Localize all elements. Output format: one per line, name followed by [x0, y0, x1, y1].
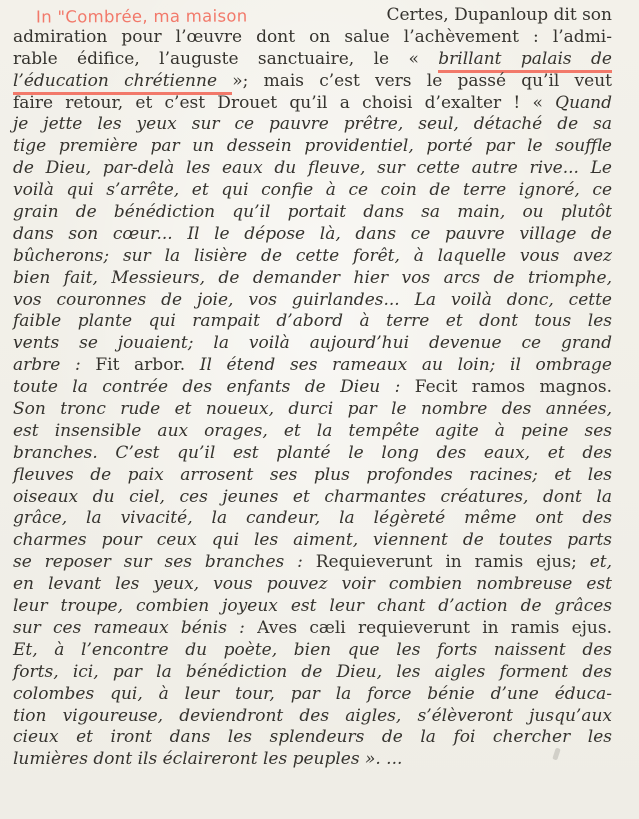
text-segment: je jette les yeux sur ce pauvre prêtre, seul, détaché de sa — [13, 114, 612, 135]
text-segment: est insensible aux orages, et la tempête agite à peine ses — [13, 420, 612, 441]
text-line — [13, 311, 612, 333]
text-segment: Son tronc rude et noueux, durci par le nombre des années, — [13, 399, 612, 420]
text-line — [13, 93, 612, 115]
text-segment: leur troupe, combien joyeux est leur chant d’action de grâces — [13, 596, 612, 617]
text-segment: Fecit ramos magnos. — [414, 377, 612, 398]
text-segment: de Dieu, par-delà les eaux du fleuve, sur cette autre rive... Le — [13, 158, 612, 179]
text-line — [13, 421, 612, 443]
text-segment: forts, ici, par la bénédiction de Dieu, les aigles forment des — [13, 661, 612, 682]
text-segment: vos couronnes de joie, vos guirlandes... La voilà donc, cette — [13, 289, 612, 310]
text-line — [13, 443, 612, 465]
text-line — [13, 662, 612, 684]
text-line — [13, 355, 612, 377]
text-segment: et, — [589, 552, 612, 573]
text-line — [13, 487, 612, 509]
text-segment: admiration pour l’œuvre dont on salue l’achèvement : l’admi- — [13, 26, 612, 47]
text-line — [13, 27, 612, 49]
text-segment: Requieverunt in ramis ejus; — [315, 552, 590, 573]
text-segment: Quand — [555, 92, 612, 113]
text-segment: toute la contrée des enfants de Dieu : — [13, 377, 415, 398]
text-line — [13, 552, 612, 574]
text-segment: tion vigoureuse, deviendront des aigles, s’élèveront jusqu’aux — [13, 705, 612, 726]
text-segment: »; mais c’est vers le passé qu’il veut — [232, 70, 613, 91]
text-line — [13, 727, 612, 749]
text-line — [13, 5, 612, 27]
text-segment: vents se jouaient; la voilà aujourd’hui devenue ce grand — [13, 333, 612, 354]
text-line — [13, 684, 612, 706]
text-line — [13, 706, 612, 728]
text-segment: branches. C’est qu’il est planté le long des eaux, et des — [13, 442, 612, 463]
text-line — [13, 158, 612, 180]
text-line — [13, 508, 612, 530]
text-segment: fleuves de paix arrosent ses plus profondes racines; et les — [13, 464, 612, 485]
text-segment: arbre : — [13, 355, 96, 376]
text-line — [13, 290, 612, 312]
text-segment: faible plante qui rampait d’abord à terre et dont tous les — [13, 311, 612, 332]
text-segment: Certes, Dupanloup dit son — [386, 5, 612, 25]
text-line — [13, 246, 612, 268]
red-underlined-phrase: l’éducation chrétienne — [13, 71, 232, 95]
text-segment: cieux et iront dans les splendeurs de la foi chercher les — [13, 727, 612, 748]
text-segment: voilà qui s’arrête, et qui confie à ce coin de terre ignoré, ce — [13, 180, 612, 201]
text-segment: oiseaux du ciel, ces jeunes et charmantes créatures, dont la — [13, 486, 612, 507]
text-line — [13, 377, 612, 399]
text-line — [13, 749, 612, 771]
text-line — [13, 136, 612, 158]
text-segment: bien fait, Messieurs, de demander hier vos arcs de triomphe, — [13, 267, 612, 288]
text-segment: faire retour, et c’est Drouet qu’il a choisi d’exalter ! « — [13, 92, 556, 113]
text-segment: grain de bénédiction qu’il portait dans sa main, ou plutôt — [13, 202, 612, 223]
text-segment: bûcherons; sur la lisière de cette forêt, à laquelle vous avez — [13, 245, 612, 266]
text-line — [13, 465, 612, 487]
handwritten-annotation: In "Combrée, ma maison — [35, 6, 248, 27]
text-segment: Et, à l’encontre du poète, bien que les forts naissent des — [13, 639, 612, 660]
text-line — [13, 618, 612, 640]
text-line — [13, 596, 612, 618]
text-line — [13, 640, 612, 662]
text-line — [13, 268, 612, 290]
text-segment: Aves cæli requieverunt in ramis ejus. — [257, 617, 612, 638]
text-line — [13, 574, 612, 596]
text-segment: Fit arbor. — [95, 355, 200, 376]
red-underlined-phrase: brillant palais de — [438, 49, 612, 73]
text-segment: charmes pour ceux qui les aiment, viennent de toutes parts — [13, 530, 612, 551]
text-line — [13, 114, 612, 136]
text-segment: rable édifice, l’auguste sanctuaire, le « — [13, 48, 439, 69]
text-segment: sur ces rameaux bénis : — [13, 617, 258, 638]
text-line — [13, 530, 612, 552]
text-line — [13, 180, 612, 202]
text-line — [13, 71, 612, 93]
text-line — [13, 333, 612, 355]
text-line — [13, 399, 612, 421]
text-line — [13, 202, 612, 224]
text-segment: tige première par un dessein providentiel, porté par le souffle — [13, 136, 612, 157]
text-line — [13, 224, 612, 246]
text-segment: en levant les yeux, vous pouvez voir combien nombreuse est — [13, 574, 612, 595]
text-segment: lumières dont ils éclaireront les peuples ». ... — [13, 749, 403, 770]
paragraph-block — [13, 5, 612, 771]
text-segment: se reposer sur ses branches : — [13, 552, 316, 573]
text-segment: colombes qui, à leur tour, par la force bénie d’une éduca- — [13, 683, 612, 704]
text-segment: dans son cœur... Il le dépose là, dans ce pauvre village de — [13, 223, 612, 244]
text-segment: grâce, la vivacité, la candeur, la légèreté même ont des — [13, 508, 612, 529]
text-segment: Il étend ses rameaux au loin; il ombrage — [199, 355, 612, 376]
text-line — [13, 49, 612, 71]
